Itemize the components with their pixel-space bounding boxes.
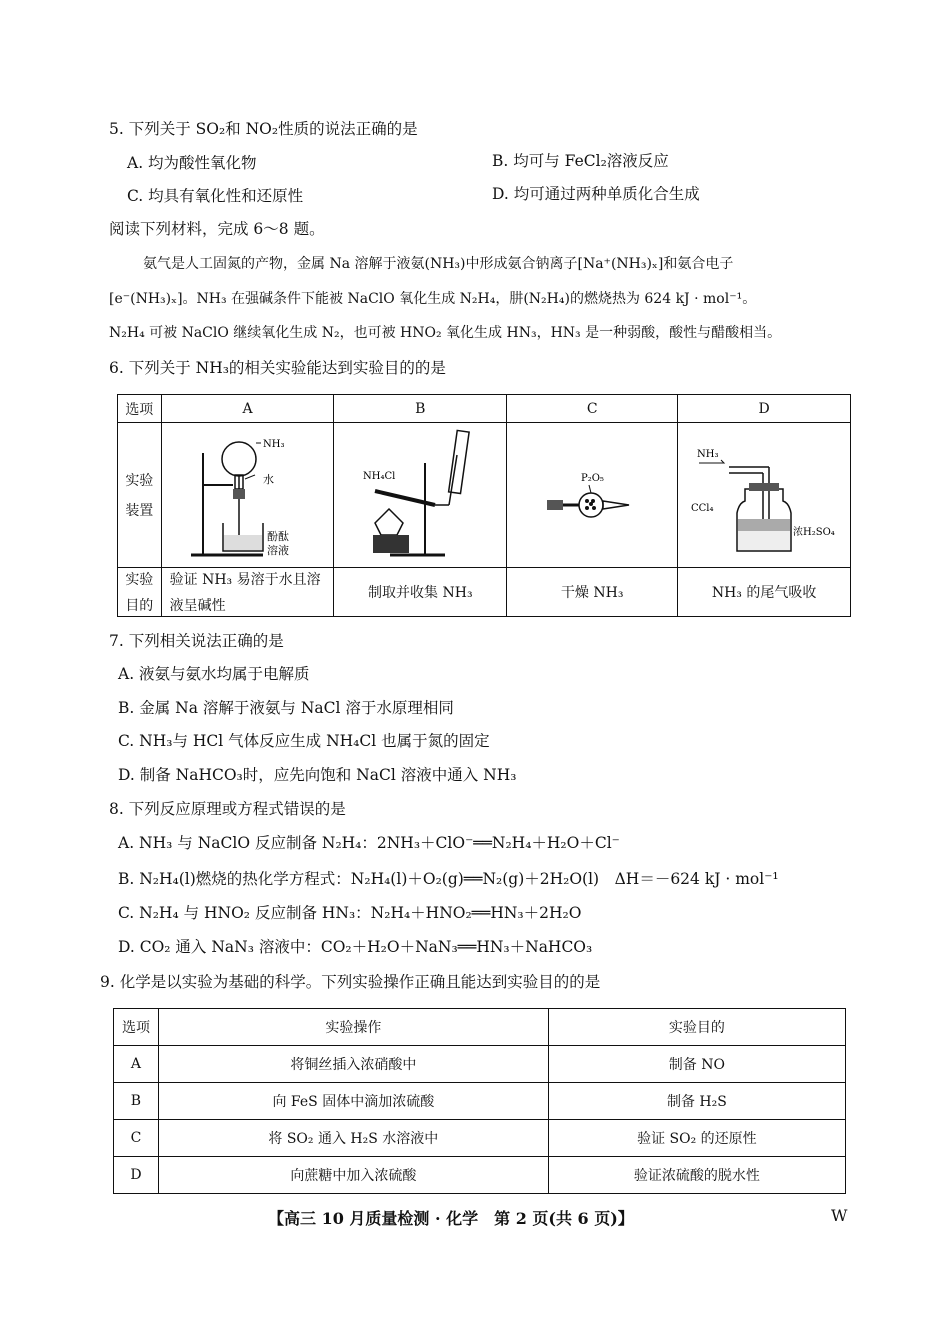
gas-absorption-apparatus-image — [679, 423, 849, 563]
q9-row-b-operation: 向 FeS 固体中滴加浓硫酸 — [158, 1083, 548, 1120]
q6-figure-a — [161, 423, 334, 568]
footer-mark: W — [831, 1206, 848, 1225]
q6-purpose-b: 制取并收集 NH₃ — [334, 568, 507, 617]
fig-d-nh3-label: NH₃ — [697, 449, 719, 460]
q6-purpose-a — [161, 568, 334, 617]
q6-purpose-a-line-2: 液呈碱性 — [169, 598, 226, 614]
table-row — [114, 1120, 846, 1157]
fig-d-h2so4-label: 浓H₂SO₄ — [793, 527, 835, 538]
q6-purpose-label-top: 实验 — [125, 572, 154, 588]
q6-figure-d — [678, 423, 851, 568]
q8-option-b: B. N₂H₄(l)燃烧的热化学方程式：N₂H₄(l)＋O₂(g)══N₂(g)＋2H₂O(l) ΔH＝－624 kJ · mol⁻¹ — [118, 870, 779, 888]
fig-a-phenol-label-1: 酚酞 — [266, 530, 289, 543]
q9-row-b-option: B — [114, 1083, 159, 1120]
q9-row-c-operation: 将 SO₂ 通入 H₂S 水溶液中 — [158, 1120, 548, 1157]
q5-stem: 5. 下列关于 SO₂和 NO₂性质的说法正确的是 — [109, 120, 418, 138]
q6-purpose-a-line-1: 验证 NH₃ 易溶于水且溶 — [169, 572, 321, 588]
q7-option-d: D. 制备 NaHCO₃时，应先向饱和 NaCl 溶液中通入 NH₃ — [118, 766, 517, 784]
fig-a-phenol-label-2: 溶液 — [266, 544, 289, 557]
q5-option-d: D. 均可通过两种单质化合生成 — [492, 185, 700, 203]
q7-stem: 7. 下列相关说法正确的是 — [109, 632, 284, 650]
q6-figure-b — [334, 423, 507, 568]
q9-row-d-operation: 向蔗糖中加入浓硫酸 — [158, 1157, 548, 1194]
q9-header-option: 选项 — [114, 1009, 159, 1046]
fig-c-p2o5-label: P₂O₅ — [581, 473, 605, 484]
q9-row-d-purpose: 验证浓硫酸的脱水性 — [548, 1157, 845, 1194]
table-row — [114, 1046, 846, 1083]
page-footer: 【高三 10 月质量检测 · 化学 第 2 页(共 6 页)】 — [268, 1209, 634, 1228]
q9-row-d-option: D — [114, 1157, 159, 1194]
q8-option-a: A. NH₃ 与 NaClO 反应制备 N₂H₄：2NH₃＋ClO⁻══N₂H₄＋H₂O＋Cl⁻ — [118, 834, 620, 852]
q5-option-b: B. 均可与 FeCl₂溶液反应 — [492, 152, 669, 170]
q6-apparatus-label — [118, 423, 162, 568]
q6-apparatus-label-top: 实验 — [125, 473, 154, 489]
q9-row-a-option: A — [114, 1046, 159, 1083]
table-row — [114, 1157, 846, 1194]
q7-option-b: B. 金属 Na 溶解于液氨与 NaCl 溶于水原理相同 — [118, 699, 454, 717]
table-row — [114, 1083, 846, 1120]
q9-row-c-purpose: 验证 SO₂ 的还原性 — [548, 1120, 845, 1157]
q5-option-a: A. 均为酸性氧化物 — [127, 154, 257, 172]
fig-a-nh3-label: NH₃ — [262, 439, 284, 450]
q8-stem: 8. 下列反应原理或方程式错误的是 — [109, 800, 346, 818]
q6-purpose-label-bottom: 目的 — [125, 598, 154, 614]
q9-row-a-purpose: 制备 NO — [548, 1046, 845, 1083]
drying-tube-image — [507, 423, 677, 563]
reading-paragraph-1: 氨气是人工固氮的产物，金属 Na 溶解于液氨(NH₃)中形成氨合钠离子[Na⁺(NH₃)ₓ]和氨合电子 — [143, 256, 734, 272]
q8-option-c: C. N₂H₄ 与 HNO₂ 反应制备 HN₃：N₂H₄＋HNO₂══HN₃＋2H₂O — [118, 904, 582, 922]
reading-paragraph-2: [e⁻(NH₃)ₓ]。NH₃ 在强碱条件下能被 NaClO 氧化生成 N₂H₄，肼(N₂H₄)的燃烧热为 624 kJ · mol⁻¹。 — [109, 291, 757, 307]
q8-option-d: D. CO₂ 通入 NaN₃ 溶液中：CO₂＋H₂O＋NaN₃══HN₃＋NaHCO₃ — [118, 938, 593, 956]
q9-header-purpose: 实验目的 — [548, 1009, 845, 1046]
q9-header-operation: 实验操作 — [158, 1009, 548, 1046]
fountain-apparatus-image — [163, 423, 333, 563]
q9-row-a-operation: 将铜丝插入浓硝酸中 — [158, 1046, 548, 1083]
q9-stem: 9. 化学是以实验为基础的科学。下列实验操作正确且能达到实验目的的是 — [100, 973, 601, 991]
q6-apparatus-label-bottom: 装置 — [125, 503, 154, 519]
fig-d-ccl4-label: CCl₄ — [691, 503, 714, 514]
q6-purpose-d: NH₃ 的尾气吸收 — [678, 568, 851, 617]
q6-purpose-c: 干燥 NH₃ — [507, 568, 678, 617]
heating-collection-apparatus-image — [335, 423, 505, 563]
q6-header-c: C — [507, 395, 678, 423]
q9-table — [113, 1008, 846, 1194]
fig-b-nh4cl-label: NH₄Cl — [363, 471, 396, 482]
q6-table — [117, 394, 851, 617]
q7-option-a: A. 液氨与氨水均属于电解质 — [118, 665, 310, 683]
fig-a-water-label: 水 — [262, 473, 274, 486]
q6-header-option: 选项 — [118, 395, 162, 423]
q5-option-c: C. 均具有氧化性和还原性 — [127, 187, 304, 205]
q6-figure-c — [507, 423, 678, 568]
q6-header-a: A — [161, 395, 334, 423]
q6-header-b: B — [334, 395, 507, 423]
q9-row-b-purpose: 制备 H₂S — [548, 1083, 845, 1120]
reading-paragraph-3: N₂H₄ 可被 NaClO 继续氧化生成 N₂，也可被 HNO₂ 氧化生成 HN₃，HN₃ 是一种弱酸，酸性与醋酸相当。 — [109, 325, 782, 341]
q6-purpose-label — [118, 568, 162, 617]
q7-option-c: C. NH₃与 HCl 气体反应生成 NH₄Cl 也属于氮的固定 — [118, 732, 490, 750]
q6-stem: 6. 下列关于 NH₃的相关实验能达到实验目的的是 — [109, 359, 446, 377]
q6-header-d: D — [678, 395, 851, 423]
reading-intro: 阅读下列材料，完成 6～8 题。 — [109, 220, 325, 238]
q9-row-c-option: C — [114, 1120, 159, 1157]
